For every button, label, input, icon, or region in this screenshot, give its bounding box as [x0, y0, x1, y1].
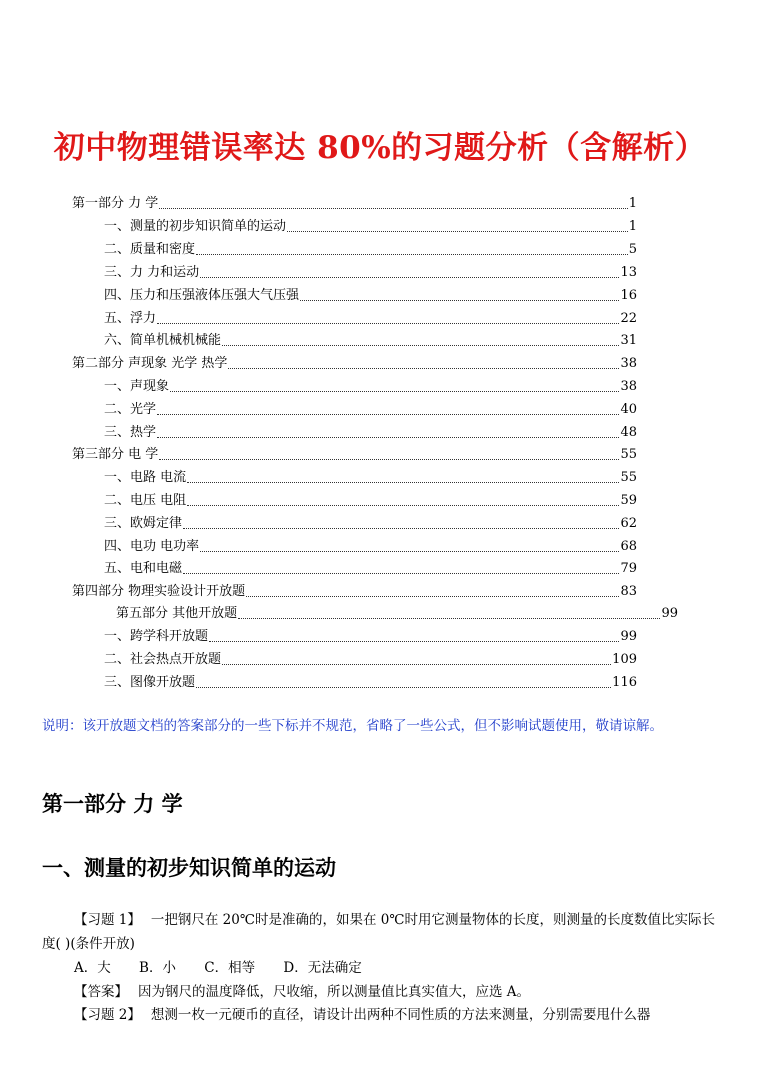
answer-1 — [74, 980, 530, 1004]
toc-entry-label: 四、压力和压强液体压强大气压强 — [104, 288, 300, 303]
toc-entry-page: 1 — [628, 196, 637, 211]
toc-entry-page: 22 — [620, 311, 637, 326]
toc-entry-page: 31 — [620, 333, 637, 348]
toc-entry-label: 五、电和电磁 — [104, 561, 183, 576]
toc-entry-label: 第五部分 其他开放题 — [116, 606, 238, 621]
toc-entry-page: 1 — [628, 219, 637, 234]
toc-dot-leader — [187, 505, 619, 506]
question-2 — [74, 1003, 650, 1027]
document-title: 初中物理错误率达 80%的习题分析（含解析） — [53, 130, 707, 166]
toc-dot-leader — [200, 277, 619, 278]
toc-entry-page: 79 — [620, 561, 637, 576]
toc-entry-label: 二、社会热点开放题 — [104, 652, 222, 667]
toc-entry-page: 59 — [620, 493, 637, 508]
toc-entry-page: 83 — [620, 584, 637, 599]
toc-entry-label: 三、欧姆定律 — [104, 516, 183, 531]
toc-entry-label: 三、图像开放题 — [104, 675, 196, 690]
toc-entry-page: 68 — [620, 539, 637, 554]
toc-entry-label: 二、电压 电阻 — [104, 493, 187, 508]
toc-dot-leader — [238, 618, 660, 619]
toc-dot-leader — [159, 459, 619, 460]
toc-entry[interactable] — [104, 513, 637, 535]
explanatory-note: 说明：该开放题文档的答案部分的一些下标并不规范，省略了一些公式，但不影响试题使用，敬请谅解。 — [42, 718, 663, 734]
toc-entry[interactable] — [104, 536, 637, 558]
question-2-text: 想测一枚一元硬币的直径，请设计出两种不同性质的方法来测量，分别需要甩什么器 — [150, 1007, 651, 1023]
toc-dot-leader — [287, 231, 628, 232]
question-1 — [42, 908, 720, 956]
toc-entry-page: 109 — [612, 652, 637, 667]
toc-entry-label: 第三部分 电 学 — [72, 447, 159, 462]
toc-dot-leader — [159, 208, 627, 209]
toc-entry-page: 13 — [620, 265, 637, 280]
toc-entry-page: 116 — [612, 675, 637, 690]
toc-entry-label: 第四部分 物理实验设计开放题 — [72, 584, 246, 599]
toc-entry-label: 一、测量的初步知识简单的运动 — [104, 219, 287, 234]
option-d: D．无法确定 — [283, 960, 362, 976]
toc-entry[interactable] — [104, 558, 637, 580]
toc-entry-page: 38 — [620, 379, 637, 394]
toc-dot-leader — [222, 345, 619, 346]
answer-1-text: 因为钢尺的温度降低，尺收缩，所以测量值比真实值大，应选 A。 — [138, 984, 531, 1000]
toc-entry-label: 六、简单机械机械能 — [104, 333, 222, 348]
toc-dot-leader — [200, 551, 619, 552]
toc-entry[interactable] — [104, 626, 637, 648]
toc-entry[interactable] — [72, 581, 637, 603]
toc-entry-label: 二、光学 — [104, 402, 157, 417]
toc-entry-label: 第二部分 声现象 光学 热学 — [72, 356, 228, 371]
toc-entry-page: 5 — [628, 242, 637, 257]
question-2-tag: 【习题 2】 — [74, 1007, 141, 1023]
toc-dot-leader — [187, 482, 619, 483]
toc-entry[interactable] — [72, 193, 637, 215]
toc-entry-label: 三、力 力和运动 — [104, 265, 200, 280]
option-a: A．大 — [74, 960, 111, 976]
toc-entry[interactable] — [104, 376, 637, 398]
toc-entry[interactable] — [104, 216, 637, 238]
subsection-heading: 一、测量的初步知识简单的运动 — [42, 856, 336, 880]
section-heading: 第一部分 力 学 — [42, 792, 183, 816]
toc-entry-label: 一、跨学科开放题 — [104, 629, 209, 644]
toc-entry-page: 16 — [620, 288, 637, 303]
toc-entry-page: 55 — [620, 470, 637, 485]
toc-entry[interactable] — [104, 308, 637, 330]
toc-entry[interactable] — [104, 672, 637, 694]
toc-dot-leader — [228, 368, 619, 369]
toc-dot-leader — [196, 687, 611, 688]
toc-entry-page: 40 — [620, 402, 637, 417]
toc-entry[interactable] — [72, 353, 637, 375]
toc-entry[interactable] — [104, 649, 637, 671]
question-1-tag: 【习题 1】 — [74, 912, 141, 928]
toc-dot-leader — [157, 437, 619, 438]
option-b: B．小 — [139, 960, 176, 976]
toc-entry-page: 48 — [620, 425, 637, 440]
toc-entry[interactable] — [104, 239, 637, 261]
toc-dot-leader — [183, 528, 619, 529]
toc-entry[interactable] — [104, 285, 637, 307]
answer-1-tag: 【答案】 — [74, 984, 128, 1000]
toc-entry-label: 二、质量和密度 — [104, 242, 196, 257]
toc-entry[interactable] — [72, 444, 637, 466]
toc-entry-page: 55 — [620, 447, 637, 462]
toc-dot-leader — [209, 641, 619, 642]
toc-entry[interactable] — [104, 330, 637, 352]
toc-entry-label: 四、电功 电功率 — [104, 539, 200, 554]
toc-entry[interactable] — [104, 422, 637, 444]
toc-entry-page: 38 — [620, 356, 637, 371]
toc-entry-label: 三、热学 — [104, 425, 157, 440]
toc-entry-label: 第一部分 力 学 — [72, 196, 159, 211]
toc-entry-label: 一、声现象 — [104, 379, 170, 394]
question-1-text: 一把钢尺在 20℃时是准确的，如果在 0℃时用它测量物体的长度，则测量的长度数值比实际长度( )(条件开放) — [42, 912, 715, 952]
toc-dot-leader — [196, 254, 628, 255]
toc-entry[interactable] — [104, 490, 637, 512]
toc-dot-leader — [222, 664, 611, 665]
toc-entry-page: 62 — [620, 516, 637, 531]
toc-dot-leader — [246, 596, 619, 597]
toc-entry-page: 99 — [661, 606, 678, 621]
toc-dot-leader — [183, 573, 619, 574]
toc-entry-page: 99 — [620, 629, 637, 644]
question-1-options — [74, 956, 386, 980]
toc-dot-leader — [157, 323, 619, 324]
toc-entry[interactable] — [116, 603, 678, 625]
toc-dot-leader — [300, 300, 619, 301]
toc-entry-label: 一、电路 电流 — [104, 470, 187, 485]
toc-entry[interactable] — [104, 467, 637, 489]
toc-entry[interactable] — [104, 262, 637, 284]
toc-dot-leader — [157, 414, 619, 415]
toc-entry-label: 五、浮力 — [104, 311, 157, 326]
option-c: C．相等 — [204, 960, 256, 976]
toc-entry[interactable] — [104, 399, 637, 421]
toc-dot-leader — [170, 391, 619, 392]
